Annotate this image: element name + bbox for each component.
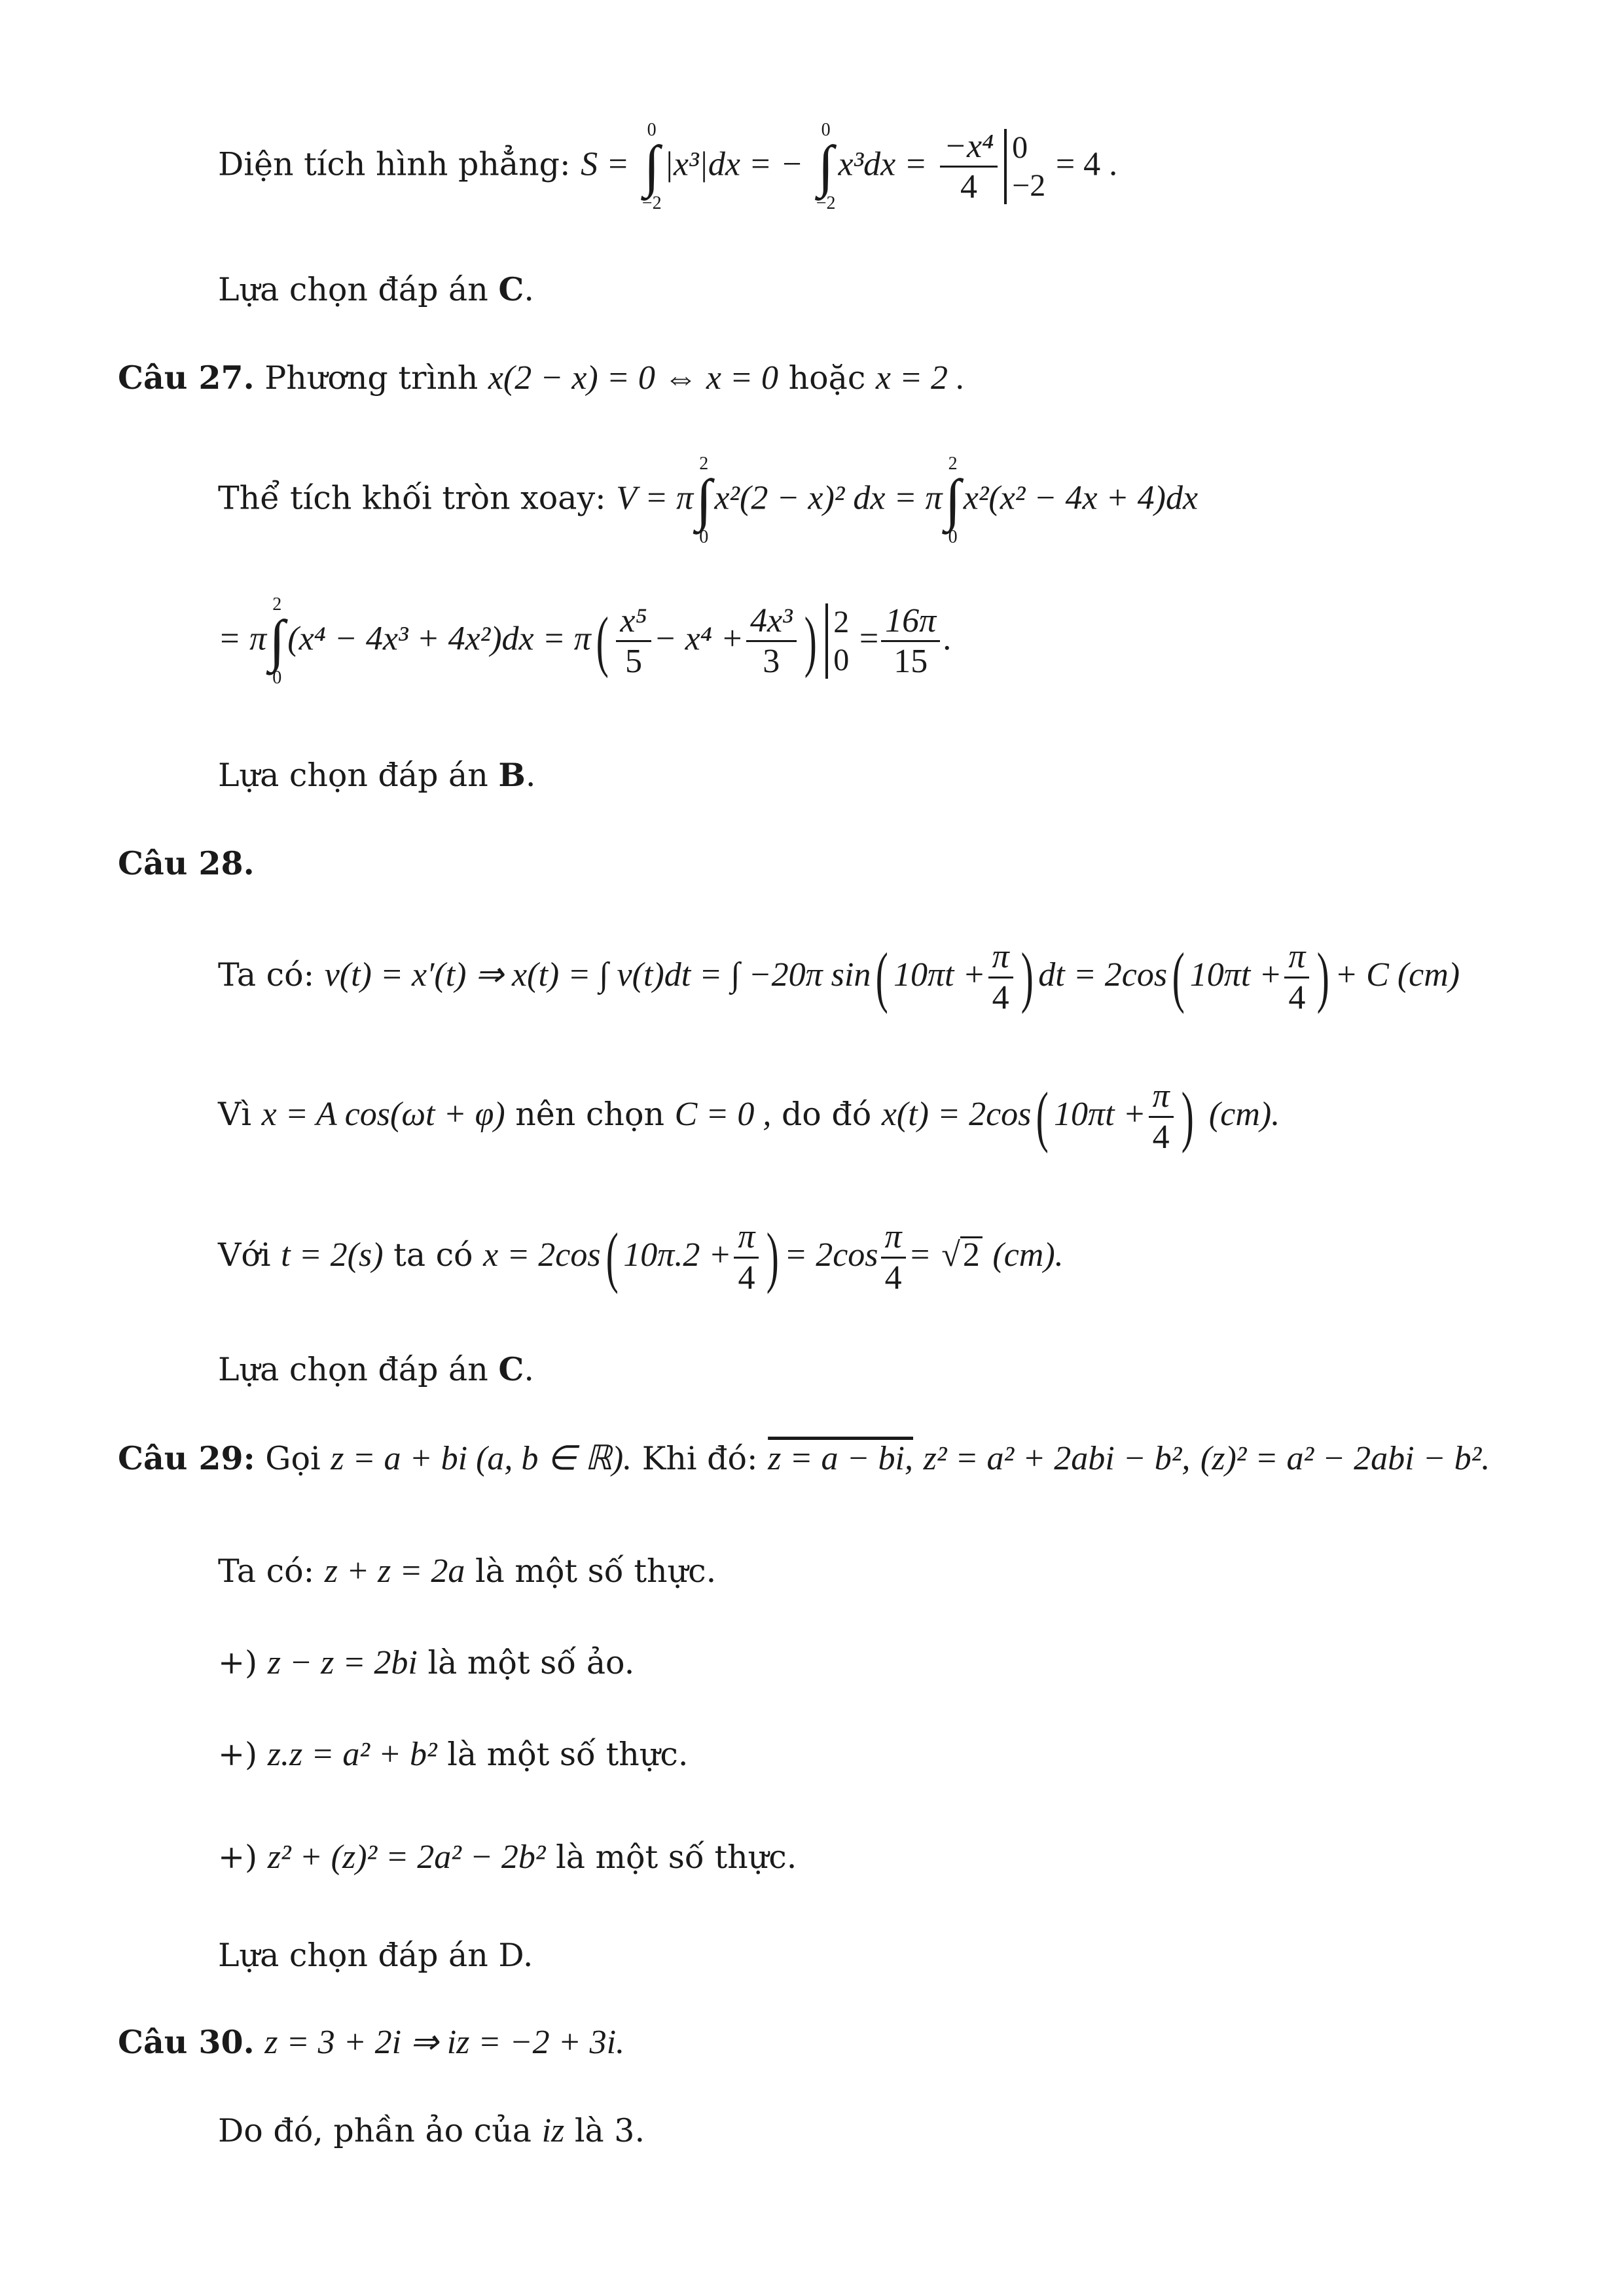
c28-line-1: Ta có: v(t) = x′(t) ⇒ x(t) = ∫ v(t)dt = ∫ −20π sin( 10πt + $\frac{\pi}{4}$ ) dt = 2cos( 10πt + $\frac{\pi}{4}$ ) + C (cm) xyxy=(218,938,1460,1016)
c27-intro-line: Câu 27. Phương trình x(2 − x) = 0 ⇔ x = 0 hoặc x = 2 . xyxy=(118,359,965,397)
c30-conclusion: Do đó, phần ảo của iz là 3. xyxy=(218,2112,645,2149)
c30-label: Câu 30. xyxy=(118,2023,255,2061)
c27-eval-bar: 2 0 xyxy=(825,603,849,679)
c27-compute-line: = π 2 ∫ 0 (x⁴ − 4x³ + 4x²)dx = π( $\frac{\text{x⁵}}{5}$ − x⁴ + $\frac{\text{4x³}}{3}$ ) 2 0 = $\frac{16\pi}{15}$ . xyxy=(218,594,952,688)
c26-eval-bar: 0 −2 xyxy=(1004,129,1045,204)
c27-integral-c: 2 ∫ 0 xyxy=(269,594,285,688)
c27-integral-a: 2 ∫ 0 xyxy=(696,454,712,547)
c26-answer-line: Lựa chọn đáp án C. xyxy=(218,270,534,308)
c28-label: Câu 28. xyxy=(118,844,255,882)
c27-result: $\frac{16\pi}{15}$ xyxy=(881,601,940,682)
c28-answer-line: Lựa chọn đáp án C. xyxy=(218,1350,534,1388)
c28-sqrt: √2 xyxy=(941,1236,983,1274)
c30-line: Câu 30. z = 3 + 2i ⇒ iz = −2 + 3i. xyxy=(118,2023,625,2061)
c26-S-eq: S = xyxy=(581,145,630,183)
c29-label: Câu 29: xyxy=(118,1439,255,1477)
c26-integral-2: 0 ∫ −2 xyxy=(816,120,836,213)
c29-intro-line: Câu 29: Gọi z = a + bi (a, b ∈ ℝ). Khi đó: z = a − bi, z² = a² + 2abi − b², (z)² = a² − 2abi − b². xyxy=(118,1439,1490,1477)
c29-answer-line: Lựa chọn đáp án D. xyxy=(218,1937,533,1974)
c27-answer-line: Lựa chọn đáp án B. xyxy=(218,756,536,794)
c26-integral-1: 0 ∫ −2 xyxy=(641,120,662,213)
c29-row-4: +) z² + (z)² = 2a² − 2b² là một số thực. xyxy=(218,1839,797,1876)
c29-row-3: +) z.z = a² + b² là một số thực. xyxy=(218,1736,689,1773)
c28-line-2: Vì x = A cos(ωt + φ) nên chọn C = 0 , do đó x(t) = 2cos( 10πt + $\frac{\pi}{4}$ ) (cm). xyxy=(218,1077,1280,1156)
c27-integral-b: 2 ∫ 0 xyxy=(945,454,961,547)
c27-volume-line: Thể tích khối tròn xoay: V = π 2 ∫ 0 x²(2 − x)² dx = π 2 ∫ 0 x²(x² − 4x + 4)dx xyxy=(218,454,1199,547)
c29-row-2: +) z − z = 2bi là một số ảo. xyxy=(218,1644,635,1681)
c28-line-3: Với t = 2(s) ta có x = 2cos( 10π.2 + $\frac{\pi}{4}$ ) = 2cos $\frac{\pi}{4}$ = √2 (cm). xyxy=(218,1218,1064,1297)
c26-answer: C xyxy=(498,270,524,308)
c28-answer: C xyxy=(498,1350,524,1388)
c27-label: Câu 27. xyxy=(118,359,255,397)
c26-fraction: $\frac{\text{−x⁴}}{4}$ xyxy=(940,127,998,207)
c26-area-line: Diện tích hình phẳng: S = 0 ∫ −2 |x³|dx = − 0 ∫ −2 x³dx = $\frac{\text{−x⁴}}{4}$ 0 −2 = 4 . xyxy=(218,120,1118,213)
c29-row-1: Ta có: z + z = 2a là một số thực. xyxy=(218,1552,717,1590)
c27-answer: B xyxy=(498,756,526,794)
